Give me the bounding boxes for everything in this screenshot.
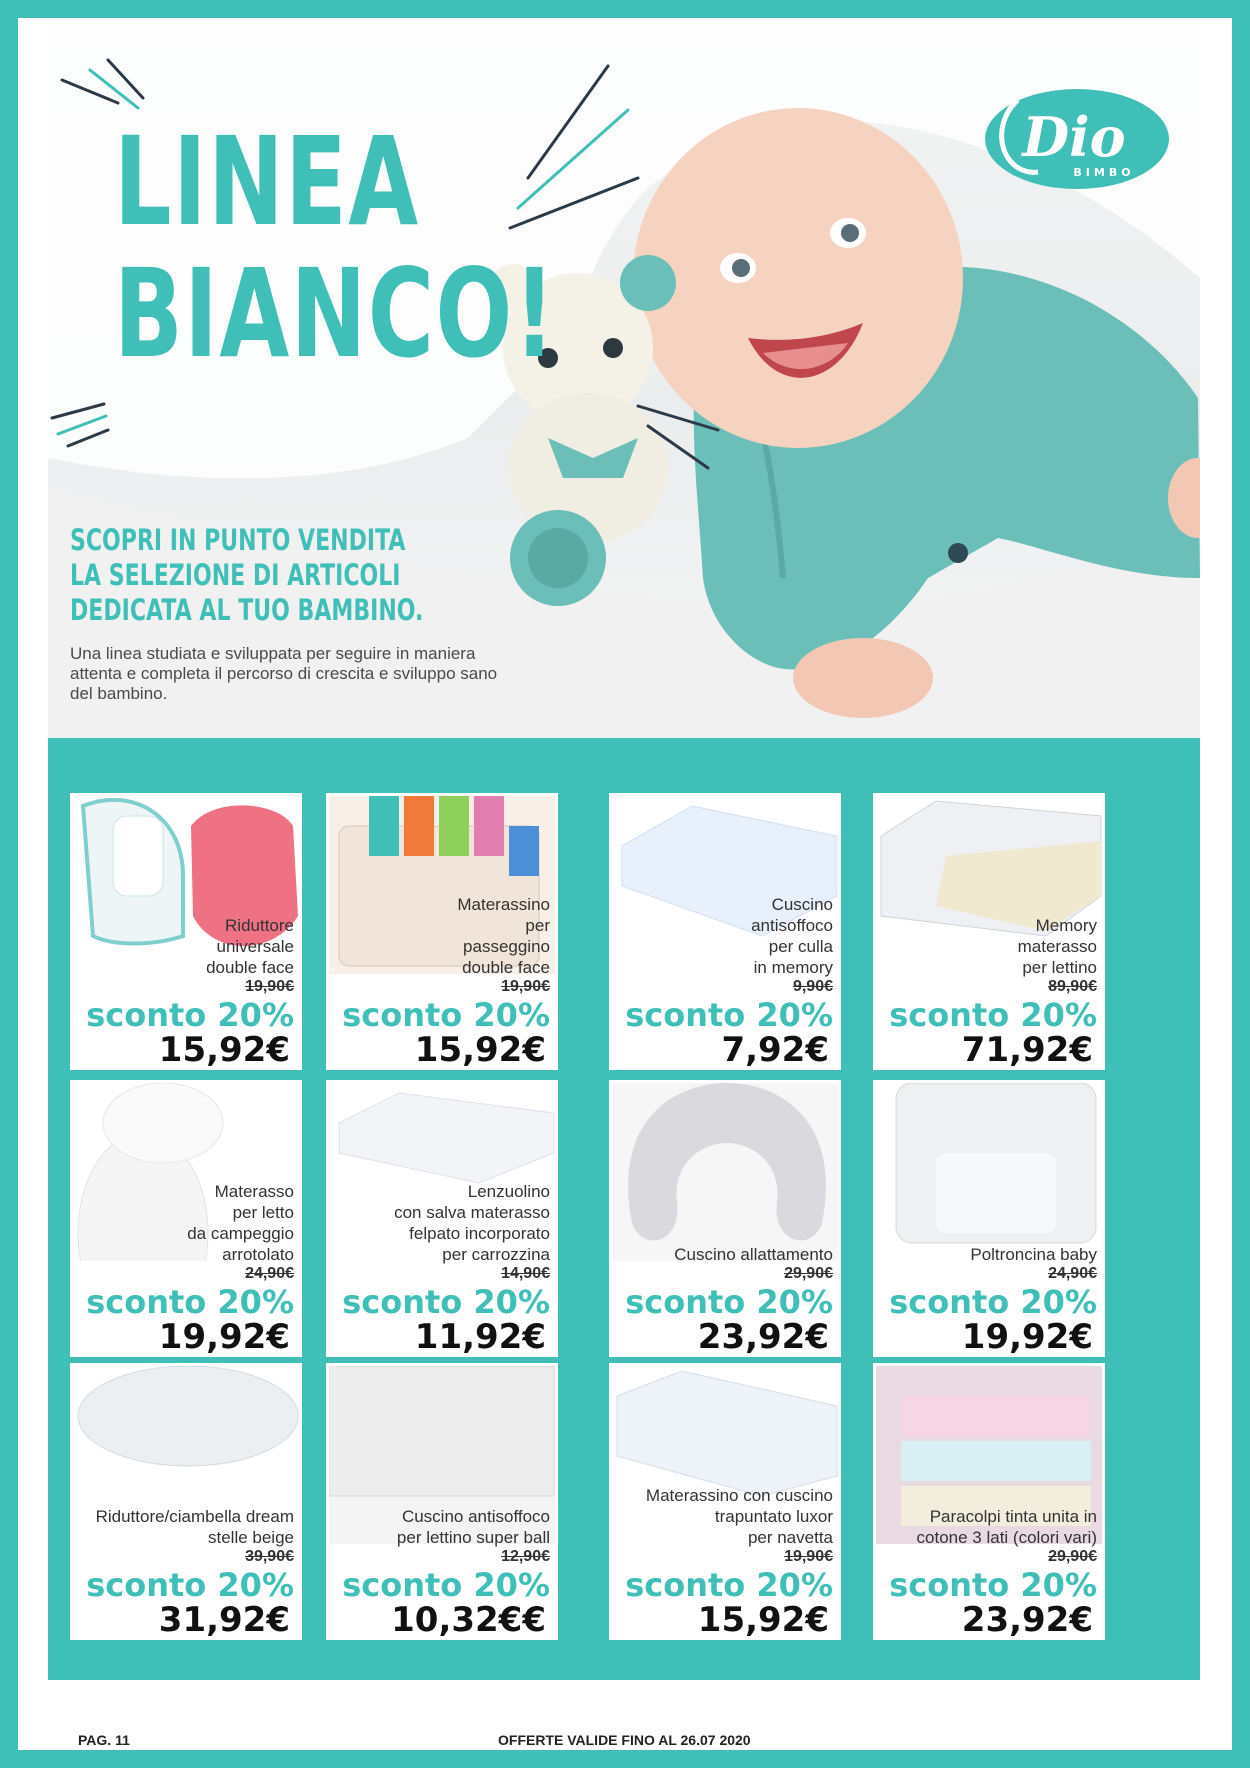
old-price: 89,90€ [1048, 978, 1097, 995]
sale-price: 15,92€ [697, 1600, 829, 1640]
old-price: 19,90€ [501, 978, 550, 995]
discount-label: sconto 20% [342, 1566, 550, 1604]
old-price: 39,90€ [245, 1548, 294, 1565]
discount-label: sconto 20% [86, 996, 294, 1034]
product-card-materassino[interactable] [326, 793, 558, 1070]
old-price: 14,90€ [501, 1265, 550, 1282]
hero-subtitle-line2: LA SELEZIONE DI ARTICOLI [70, 558, 401, 592]
hero-title-line1: LINEA [114, 111, 420, 253]
old-price: 19,90€ [245, 978, 294, 995]
product-name: Cuscino antisoffoco per culla in memory [751, 895, 833, 977]
product-card-riduttore-ciambella-dream[interactable] [70, 1363, 302, 1640]
old-price: 29,90€ [784, 1265, 833, 1282]
page-number: PAG. 11 [78, 1732, 130, 1748]
product-name: Riduttore universale double face [206, 916, 294, 977]
hero-subtitle-line3: DEDICATA AL TUO BAMBINO. [70, 593, 424, 627]
sale-price: 10,32€€ [391, 1600, 546, 1640]
old-price: 12,90€ [501, 1548, 550, 1565]
sale-price: 11,92€ [414, 1317, 546, 1357]
product-name: Riduttore/ciambella dream stelle beige [95, 1507, 294, 1547]
product-grid [48, 738, 1200, 1680]
old-price: 24,90€ [245, 1265, 294, 1282]
discount-label: sconto 20% [889, 1283, 1097, 1321]
old-price: 9,90€ [792, 978, 833, 995]
brand-logo [984, 84, 1170, 194]
discount-label: sconto 20% [86, 1566, 294, 1604]
sale-price: 19,92€ [961, 1317, 1093, 1357]
hero-title-line2: BIANCO! [114, 243, 557, 385]
sale-price: 23,92€ [697, 1317, 829, 1357]
product-card-memory[interactable] [873, 793, 1105, 1070]
product-card-paracolpi-tinta-unita-in[interactable] [873, 1363, 1105, 1640]
product-card-poltroncina-baby[interactable] [873, 1080, 1105, 1357]
sale-price: 23,92€ [961, 1600, 1093, 1640]
discount-label: sconto 20% [889, 1566, 1097, 1604]
logo-brand-text: Dio [1022, 105, 1126, 169]
product-name: Materasso per letto da campeggio arrotolato [187, 1182, 294, 1264]
product-name: Cuscino antisoffoco per lettino super ball [396, 1507, 550, 1547]
hero-title [114, 111, 557, 385]
product-card-cuscino-allattamento[interactable] [609, 1080, 841, 1357]
product-card-cuscino[interactable] [609, 793, 841, 1070]
hero-subtitle [70, 523, 423, 628]
discount-label: sconto 20% [889, 996, 1097, 1034]
product-card-cuscino-antisoffoco[interactable] [326, 1363, 558, 1640]
discount-label: sconto 20% [342, 1283, 550, 1321]
discount-label: sconto 20% [625, 996, 833, 1034]
offer-validity: OFFERTE VALIDE FINO AL 26.07 2020 [498, 1732, 751, 1748]
product-name: Materassino con cuscino trapuntato luxor per navetta [645, 1486, 833, 1547]
hero-description: Una linea studiata e sviluppata per seguire in maniera attenta e completa il percorso di crescita e sviluppo sano del bambino. [70, 644, 498, 703]
nursing-pillow-image [612, 1083, 838, 1266]
product-name: Poltroncina baby [970, 1245, 1097, 1264]
product-name: Lenzuolino con salva materasso felpato incorporato per carrozzina [394, 1182, 550, 1264]
baby-armchair-image [876, 1083, 1102, 1266]
flyer-page [18, 18, 1232, 1750]
sale-price: 31,92€ [158, 1600, 290, 1640]
product-card-lenzuolino[interactable] [326, 1080, 558, 1357]
old-price: 29,90€ [1048, 1548, 1097, 1565]
discount-label: sconto 20% [342, 996, 550, 1034]
discount-label: sconto 20% [86, 1283, 294, 1321]
product-name: Memory materasso per lettino [1017, 916, 1097, 977]
old-price: 19,90€ [784, 1548, 833, 1565]
product-card-riduttore[interactable] [70, 793, 302, 1070]
sale-price: 15,92€ [158, 1030, 290, 1070]
logo-sub-text: BIMBO [1073, 166, 1135, 179]
hero-banner [48, 18, 1200, 738]
product-name: Cuscino allattamento [674, 1245, 833, 1264]
hero-subtitle-line1: SCOPRI IN PUNTO VENDITA [70, 523, 406, 557]
product-card-materassino-con-cuscino[interactable] [609, 1363, 841, 1640]
product-card-materasso[interactable] [70, 1080, 302, 1357]
sale-price: 19,92€ [158, 1317, 290, 1357]
sale-price: 71,92€ [961, 1030, 1093, 1070]
discount-label: sconto 20% [625, 1566, 833, 1604]
product-name: Materassino per passeggino double face [457, 895, 550, 977]
sale-price: 15,92€ [414, 1030, 546, 1070]
discount-label: sconto 20% [625, 1283, 833, 1321]
sale-price: 7,92€ [721, 1030, 829, 1070]
old-price: 24,90€ [1048, 1265, 1097, 1282]
product-name: Paracolpi tinta unita in cotone 3 lati (colori vari) [916, 1507, 1097, 1547]
